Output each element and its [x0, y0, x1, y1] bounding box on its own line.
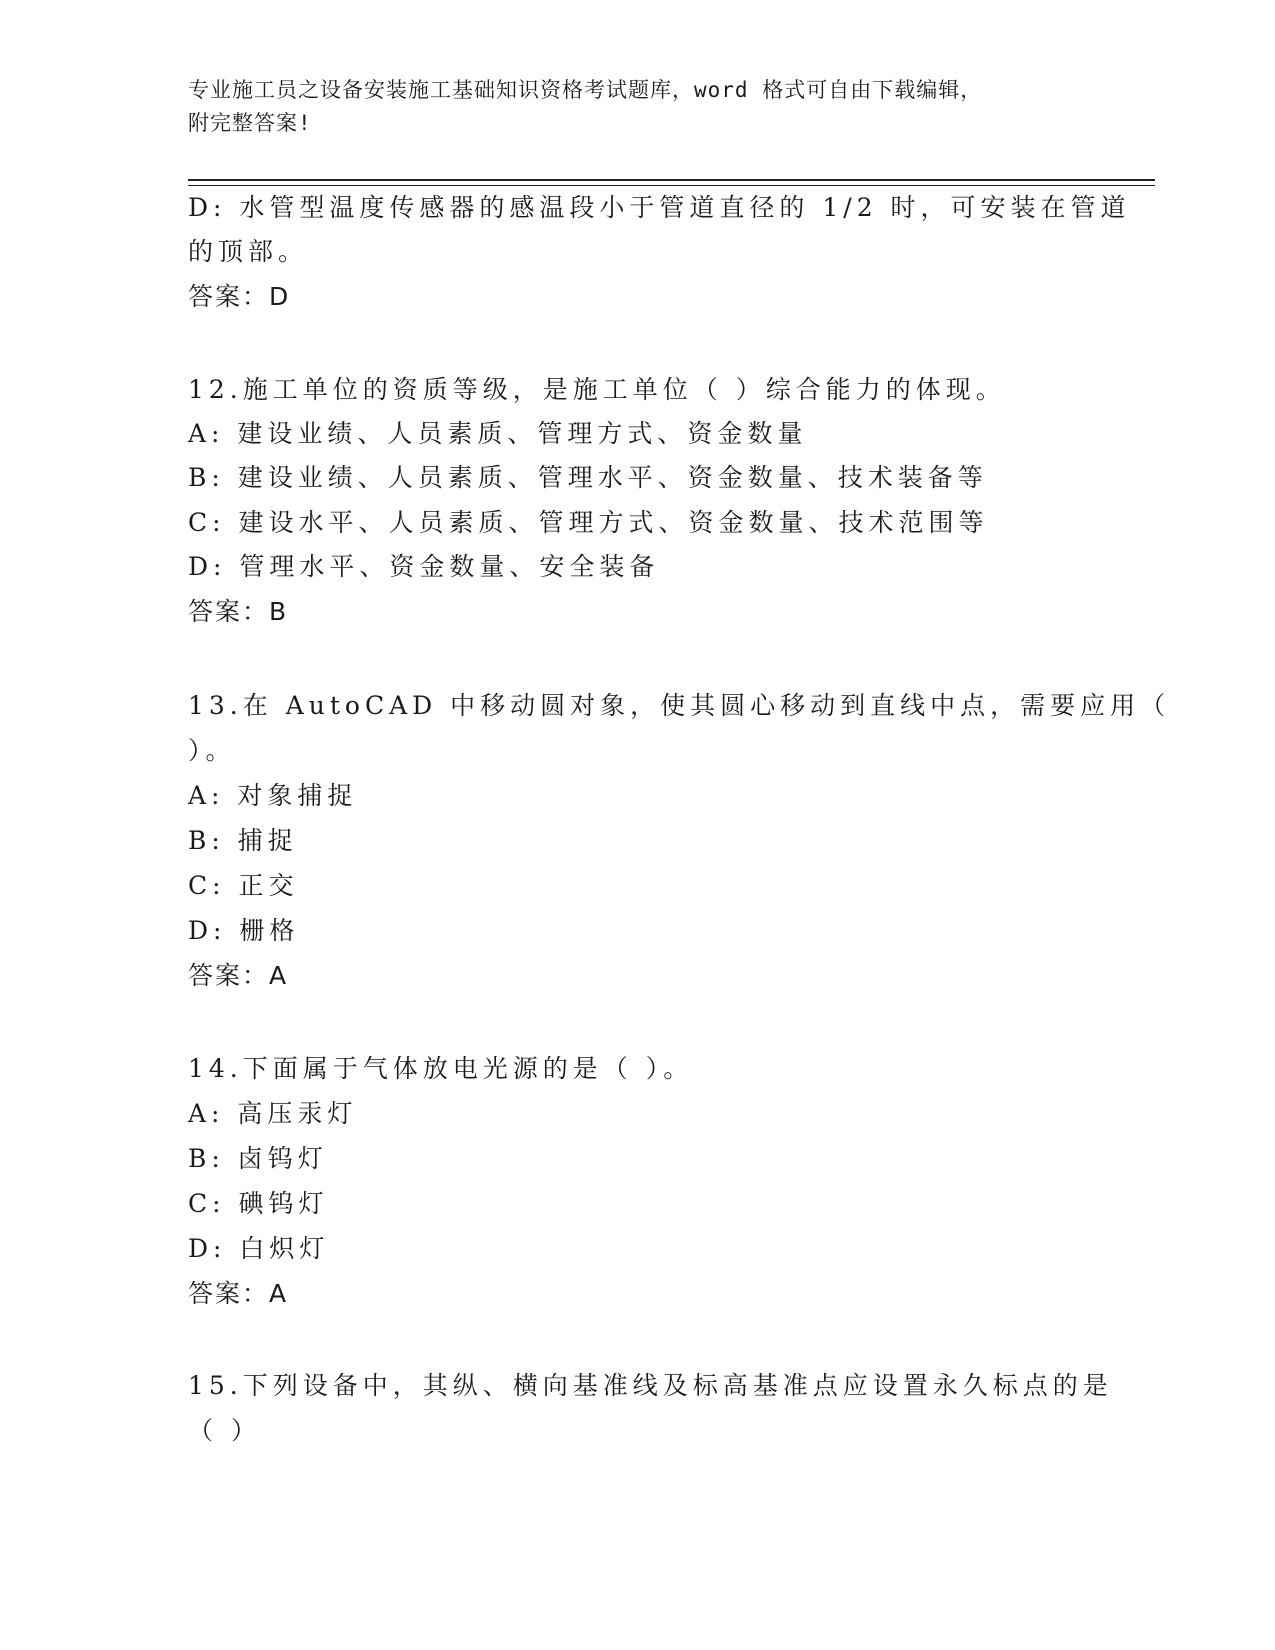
prev-option-d-line2: 的顶部。: [188, 237, 309, 266]
prev-answer: 答案：D: [188, 282, 291, 311]
q13-answer: 答案：A: [188, 961, 289, 990]
q12-option-b: B: 建设业绩、人员素质、管理水平、资金数量、技术装备等: [188, 463, 988, 492]
q12-stem: 12.施工单位的资质等级，是施工单位（ ）综合能力的体现。: [188, 375, 1006, 404]
header-title-line2: 附完整答案!: [188, 111, 312, 135]
q14-stem: 14.下面属于气体放电光源的是（ ）。: [188, 1054, 694, 1083]
header-divider-thick: [188, 179, 1155, 181]
header-title-line1: 专业施工员之设备安装施工基础知识资格考试题库，word 格式可自由下载编辑，: [188, 78, 983, 102]
q14-option-b: B: 卤钨灯: [188, 1144, 328, 1173]
q12-answer: 答案：B: [188, 597, 289, 626]
q14-option-a: A: 高压汞灯: [188, 1099, 358, 1128]
q13-option-b: B: 捕捉: [188, 826, 298, 855]
q12-option-c: C: 建设水平、人员素质、管理方式、资金数量、技术范围等: [188, 508, 989, 537]
q13-option-a: A: 对象捕捉: [188, 781, 358, 810]
prev-option-d-line1: D: 水管型温度传感器的感温段小于管道直径的 1/2 时，可安装在管道: [188, 193, 1131, 222]
q12-option-d: D: 管理水平、资金数量、安全装备: [188, 552, 660, 581]
q14-answer: 答案：A: [188, 1279, 289, 1308]
q15-stem-line1: 15.下列设备中，其纵、横向基准线及标高基准点应设置永久标点的是: [188, 1371, 1113, 1400]
q13-stem-line1: 13.在 AutoCAD 中移动圆对象，使其圆心移动到直线中点，需要应用（: [188, 691, 1171, 720]
q13-option-c: C: 正交: [188, 871, 299, 900]
q15-stem-line2: （ ）: [188, 1416, 261, 1445]
q14-option-c: C: 碘钨灯: [188, 1189, 329, 1218]
q13-option-d: D: 栅格: [188, 916, 300, 945]
q14-option-d: D: 白炽灯: [188, 1234, 330, 1263]
q12-option-a: A: 建设业绩、人员素质、管理方式、资金数量: [188, 419, 808, 448]
q13-stem-line2: ）。: [188, 736, 236, 765]
header-divider-thin: [188, 185, 1155, 186]
document-header: [188, 74, 1068, 140]
